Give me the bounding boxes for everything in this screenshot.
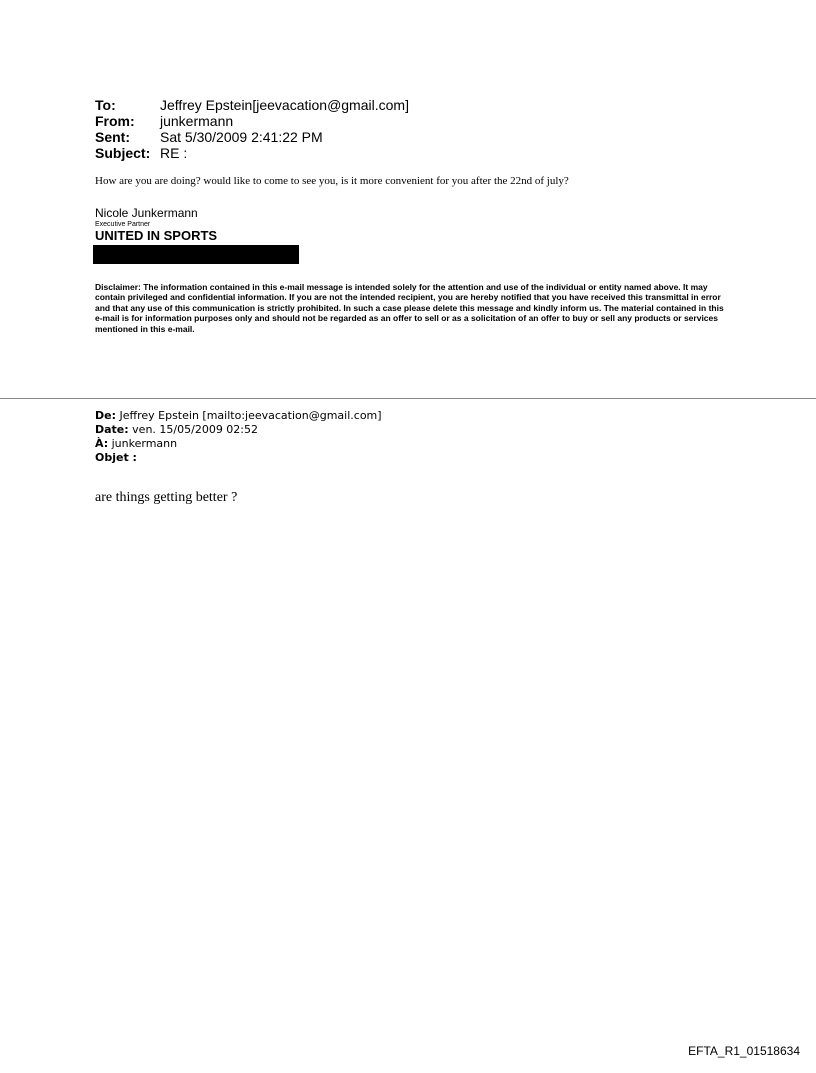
- to-label: To:: [95, 97, 116, 113]
- to-value: Jeffrey Epstein[jeevacation@gmail.com]: [160, 97, 409, 113]
- quoted-body: are things getting better ?: [95, 490, 238, 505]
- subject-row: [95, 145, 409, 161]
- redaction-bar: [93, 245, 299, 264]
- signature-name: Nicole Junkermann: [95, 206, 198, 220]
- sent-row: [95, 129, 409, 145]
- subject-label: Subject:: [95, 145, 151, 161]
- signature-company: UNITED IN SPORTS: [95, 229, 218, 241]
- email-header: [95, 97, 409, 161]
- a-row: [95, 437, 382, 451]
- objet-label: Objet :: [95, 451, 137, 464]
- objet-row: [95, 451, 382, 465]
- date-row: [95, 423, 382, 437]
- sent-label: Sent:: [95, 129, 130, 145]
- de-label: De:: [95, 409, 116, 422]
- quoted-header: [95, 409, 382, 465]
- de-row: [95, 409, 382, 423]
- sent-value: Sat 5/30/2009 2:41:22 PM: [160, 129, 323, 145]
- divider-line: [0, 398, 816, 399]
- a-label: À:: [95, 437, 109, 450]
- disclaimer-text: Disclaimer: The information contained in this e-mail message is intended solely for the attention and use of the individual or entity named above. It may contain privileged and confidential information. If you are not the intended recipient, you are hereby notified that you have received this transmittal in error and that any use of this communication is strictly prohibited. In such a case please delete this message and kindly inform us. The material contained in this e-mail is for information purposes only and should not be regarded as an offer to sell or as a solicitation of an offer to buy or sell any products or services mentioned in this e-mail.: [95, 282, 724, 334]
- de-value: Jeffrey Epstein [mailto:jeevacation@gmail.com]: [116, 409, 382, 422]
- from-label: From:: [95, 113, 135, 129]
- from-row: [95, 113, 409, 129]
- to-row: [95, 97, 409, 113]
- signature-block: [95, 206, 395, 241]
- message-body: How are you are doing? would like to come to see you, is it more convenient for you after the 22nd of july?: [95, 175, 569, 187]
- date-value: ven. 15/05/2009 02:52: [128, 423, 259, 436]
- bates-number: EFTA_R1_01518634: [688, 1044, 800, 1058]
- from-value: junkermann: [160, 113, 234, 129]
- date-label: Date:: [95, 423, 129, 436]
- subject-value: RE :: [160, 145, 188, 161]
- a-value: junkermann: [108, 437, 178, 450]
- signature-title: Executive Partner: [95, 221, 151, 228]
